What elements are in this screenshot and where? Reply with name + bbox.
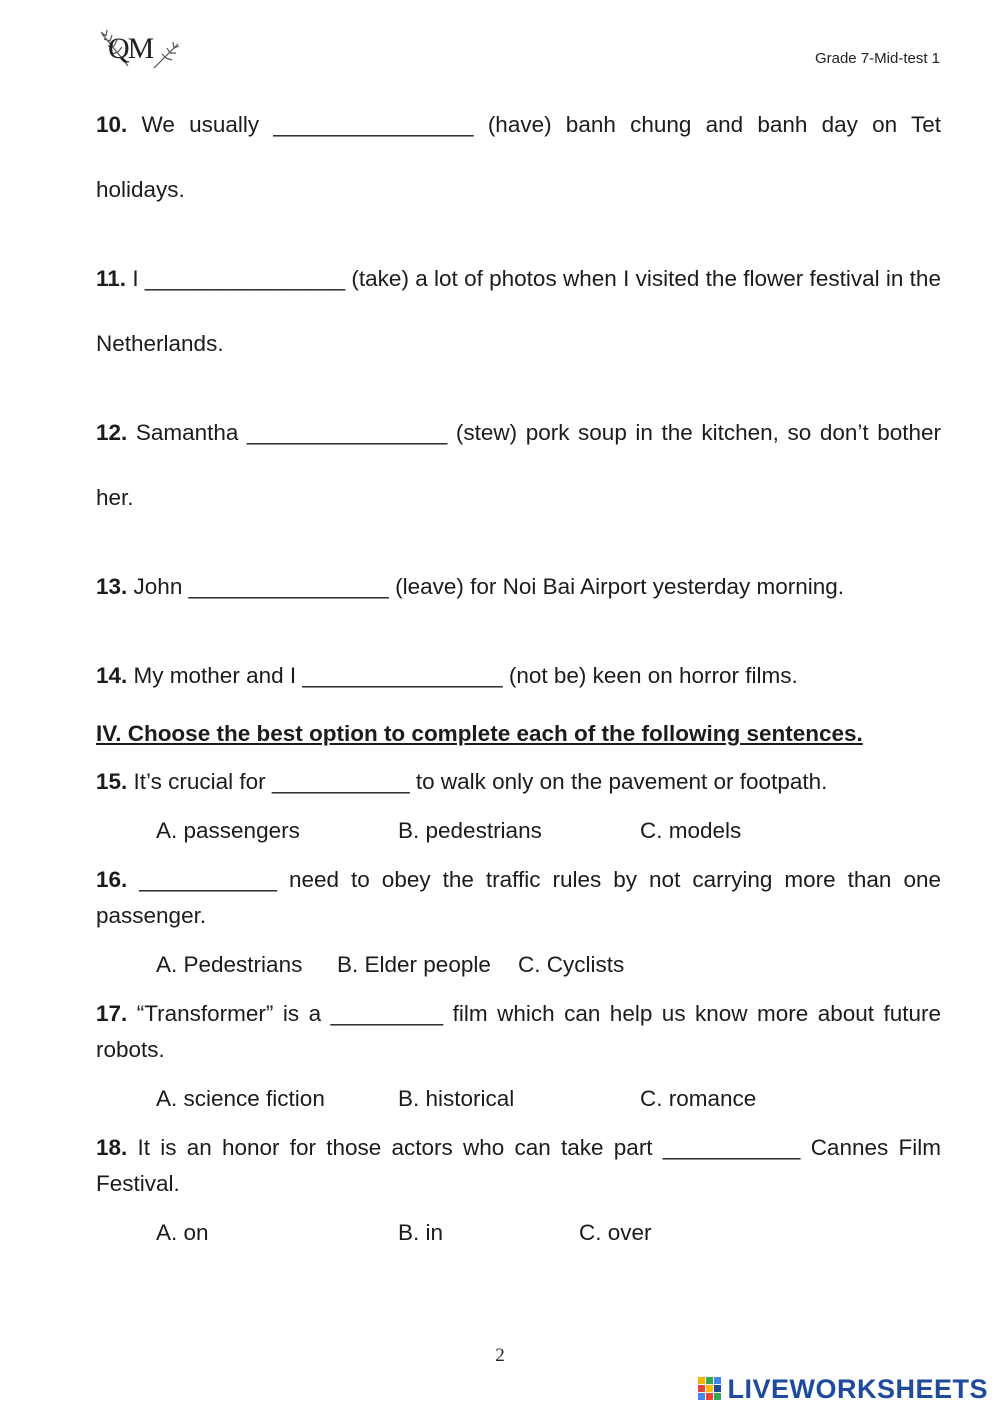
question-text: It is an honor for those actors who can take part <box>137 1135 653 1160</box>
question-11 <box>96 246 941 376</box>
section-iv-heading: IV. Choose the best option to complete each of the following sentences. <box>96 721 863 746</box>
question-18 <box>96 1130 941 1202</box>
question-text: need to obey the traffic rules by not carrying more than one passenger. <box>96 867 941 928</box>
option-a[interactable]: A. passengers <box>156 818 300 843</box>
page-header-title: Grade 7-Mid-test 1 <box>814 50 940 67</box>
option-b[interactable]: B. Elder people <box>337 952 491 977</box>
liveworksheets-wordmark: LIVEWORKSHEETS <box>727 1373 988 1404</box>
question-text: to walk only on the pavement or footpath. <box>415 769 828 794</box>
question-text: John <box>133 574 183 599</box>
question-text: (not be) keen on horror films. <box>508 663 798 688</box>
answer-blank[interactable]: ___________ <box>271 769 410 794</box>
liveworksheets-brand[interactable] <box>697 1374 988 1404</box>
options-18 <box>96 1215 941 1251</box>
answer-blank[interactable]: _________ <box>330 1001 444 1026</box>
answer-blank[interactable]: ________________ <box>144 266 346 291</box>
logo-text: QM <box>108 32 153 65</box>
question-number: 12. <box>96 420 128 445</box>
question-text: Cannes Film Festival. <box>96 1135 941 1196</box>
question-number: 18. <box>96 1135 128 1160</box>
question-text: (have) banh chung and banh day on Tet holidays. <box>96 112 941 202</box>
option-c[interactable]: C. models <box>640 818 742 843</box>
option-b[interactable]: B. pedestrians <box>398 818 542 843</box>
question-10 <box>96 92 941 222</box>
answer-blank[interactable]: ___________ <box>662 1135 801 1160</box>
question-text: Samantha <box>135 420 239 445</box>
liveworksheets-logo-icon <box>697 1376 723 1402</box>
option-b[interactable]: B. in <box>398 1220 444 1245</box>
question-number: 11. <box>96 266 127 291</box>
question-16 <box>96 862 941 934</box>
page-number: 2 <box>495 1345 505 1366</box>
question-13 <box>96 554 941 619</box>
question-text: (take) a lot of photos when I visited the flower festival in the Netherlands. <box>96 266 941 356</box>
options-16 <box>96 947 941 983</box>
question-number: 13. <box>96 574 128 599</box>
question-text: (leave) for Noi Bai Airport yesterday morning. <box>395 574 845 599</box>
question-text: I <box>132 266 139 291</box>
question-14 <box>96 643 941 708</box>
question-17 <box>96 996 941 1068</box>
question-text: “Transformer” is a <box>136 1001 322 1026</box>
answer-blank[interactable]: ________________ <box>247 420 448 445</box>
question-number: 15. <box>96 769 128 794</box>
option-c[interactable]: C. romance <box>640 1086 757 1111</box>
option-b[interactable]: B. historical <box>398 1086 515 1111</box>
question-number: 17. <box>96 1001 128 1026</box>
question-text: (stew) pork soup in the kitchen, so don’t bother her. <box>96 420 941 510</box>
question-number: 14. <box>96 663 128 688</box>
answer-blank[interactable]: ________________ <box>273 112 474 137</box>
question-text: It’s crucial for <box>133 769 266 794</box>
question-number: 10. <box>96 112 128 137</box>
question-text: My mother and I <box>133 663 297 688</box>
worksheet-body <box>96 92 941 1251</box>
option-a[interactable]: A. on <box>156 1220 209 1245</box>
option-c[interactable]: C. over <box>579 1220 652 1245</box>
question-text: We usually <box>141 112 260 137</box>
answer-blank[interactable]: ________________ <box>302 663 503 688</box>
options-17 <box>96 1081 941 1117</box>
option-c[interactable]: C. Cyclists <box>518 952 625 977</box>
question-12 <box>96 400 941 530</box>
options-15 <box>96 813 941 849</box>
option-a[interactable]: A. science fiction <box>156 1086 325 1111</box>
question-number: 16. <box>96 867 128 892</box>
option-a[interactable]: A. Pedestrians <box>156 952 303 977</box>
answer-blank[interactable]: ___________ <box>139 867 277 892</box>
question-15 <box>96 764 941 800</box>
qm-logo <box>94 26 186 72</box>
question-text: film which can help us know more about future robots. <box>96 1001 942 1062</box>
answer-blank[interactable]: ________________ <box>188 574 389 599</box>
